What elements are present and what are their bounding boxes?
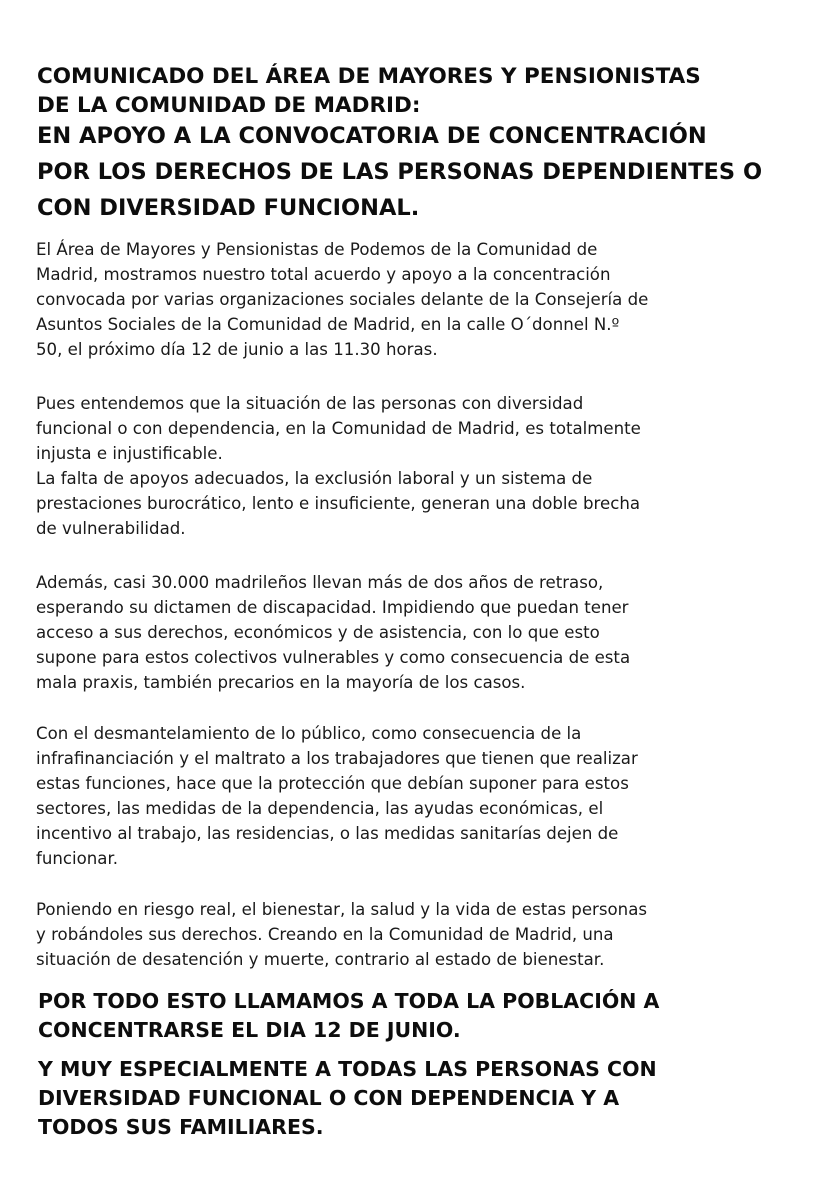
closing-line: TODOS SUS FAMILIARES. [38,1115,324,1139]
paragraph-line: Pues entendemos que la situación de las personas con diversidad [36,394,584,413]
paragraph-line: El Área de Mayores y Pensionistas de Podemos de la Comunidad de [36,240,598,259]
paragraph-situation [36,391,641,466]
paragraph-line: acceso a sus derechos, económicos y de asistencia, con lo que esto [36,623,600,642]
closing-line: Y MUY ESPECIALMENTE A TODAS LAS PERSONAS CON [38,1057,657,1081]
paragraph-line: convocada por varias organizaciones sociales delante de la Consejería de [36,290,649,309]
paragraph-support-announcement [36,237,648,362]
paragraph-vulnerability [36,466,640,541]
paragraph-line: injusta e injustificable. [36,444,223,463]
paragraph-line: infrafinanciación y el maltrato a los trabajadores que tienen que realizar [36,749,638,768]
paragraph-line: y robándoles sus derechos. Creando en la Comunidad de Madrid, una [36,925,614,944]
closing-line: CONCENTRARSE EL DIA 12 DE JUNIO. [38,1018,461,1042]
closing-special-appeal [38,1055,657,1142]
paragraph-line: prestaciones burocrático, lento e insuficiente, generan una doble brecha [36,494,641,513]
paragraph-line: situación de desatención y muerte, contrario al estado de bienestar. [36,950,605,969]
paragraph-line: Asuntos Sociales de la Comunidad de Madrid, en la calle O´donnel N.º [36,315,620,334]
subtitle-line: CON DIVERSIDAD FUNCIONAL. [37,195,420,221]
paragraph-line: incentivo al trabajo, las residencias, o las medidas sanitarías dejen de [36,824,619,843]
paragraph-line: funcional o con dependencia, en la Comunidad de Madrid, es totalmente [36,419,641,438]
paragraph-line: 50, el próximo día 12 de junio a las 11.30 horas. [36,340,438,359]
paragraph-line: La falta de apoyos adecuados, la exclusión laboral y un sistema de [36,469,593,488]
communique-subtitle [37,118,762,226]
paragraph-line: estas funciones, hace que la protección que debían suponer para estos [36,774,629,793]
paragraph-line: Madrid, mostramos nuestro total acuerdo y apoyo a la concentración [36,265,611,284]
closing-line: DIVERSIDAD FUNCIONAL O CON DEPENDENCIA Y A [38,1086,620,1110]
paragraph-delays [36,570,630,695]
closing-call-to-action [38,987,659,1045]
paragraph-line: Con el desmantelamiento de lo público, como consecuencia de la [36,724,582,743]
paragraph-line: Poniendo en riesgo real, el bienestar, la salud y la vida de estas personas [36,900,648,919]
paragraph-dismantling [36,721,638,871]
paragraph-line: sectores, las medidas de la dependencia, las ayudas económicas, el [36,799,604,818]
title-line: COMUNICADO DEL ÁREA DE MAYORES Y PENSIONISTAS [37,64,701,89]
paragraph-line: de vulnerabilidad. [36,519,186,538]
communique-title [37,62,701,120]
paragraph-risk [36,897,647,972]
paragraph-line: mala praxis, también precarios en la mayoría de los casos. [36,673,526,692]
title-line: DE LA COMUNIDAD DE MADRID: [37,93,421,118]
closing-line: POR TODO ESTO LLAMAMOS A TODA LA POBLACIÓN A [38,989,660,1013]
paragraph-line: funcionar. [36,849,119,868]
paragraph-line: Además, casi 30.000 madrileños llevan más de dos años de retraso, [36,573,604,592]
paragraph-line: esperando su dictamen de discapacidad. Impidiendo que puedan tener [36,598,629,617]
subtitle-line: EN APOYO A LA CONVOCATORIA DE CONCENTRACIÓN [37,123,707,149]
subtitle-line: POR LOS DERECHOS DE LAS PERSONAS DEPENDIENTES O [37,159,763,185]
paragraph-line: supone para estos colectivos vulnerables y como consecuencia de esta [36,648,631,667]
